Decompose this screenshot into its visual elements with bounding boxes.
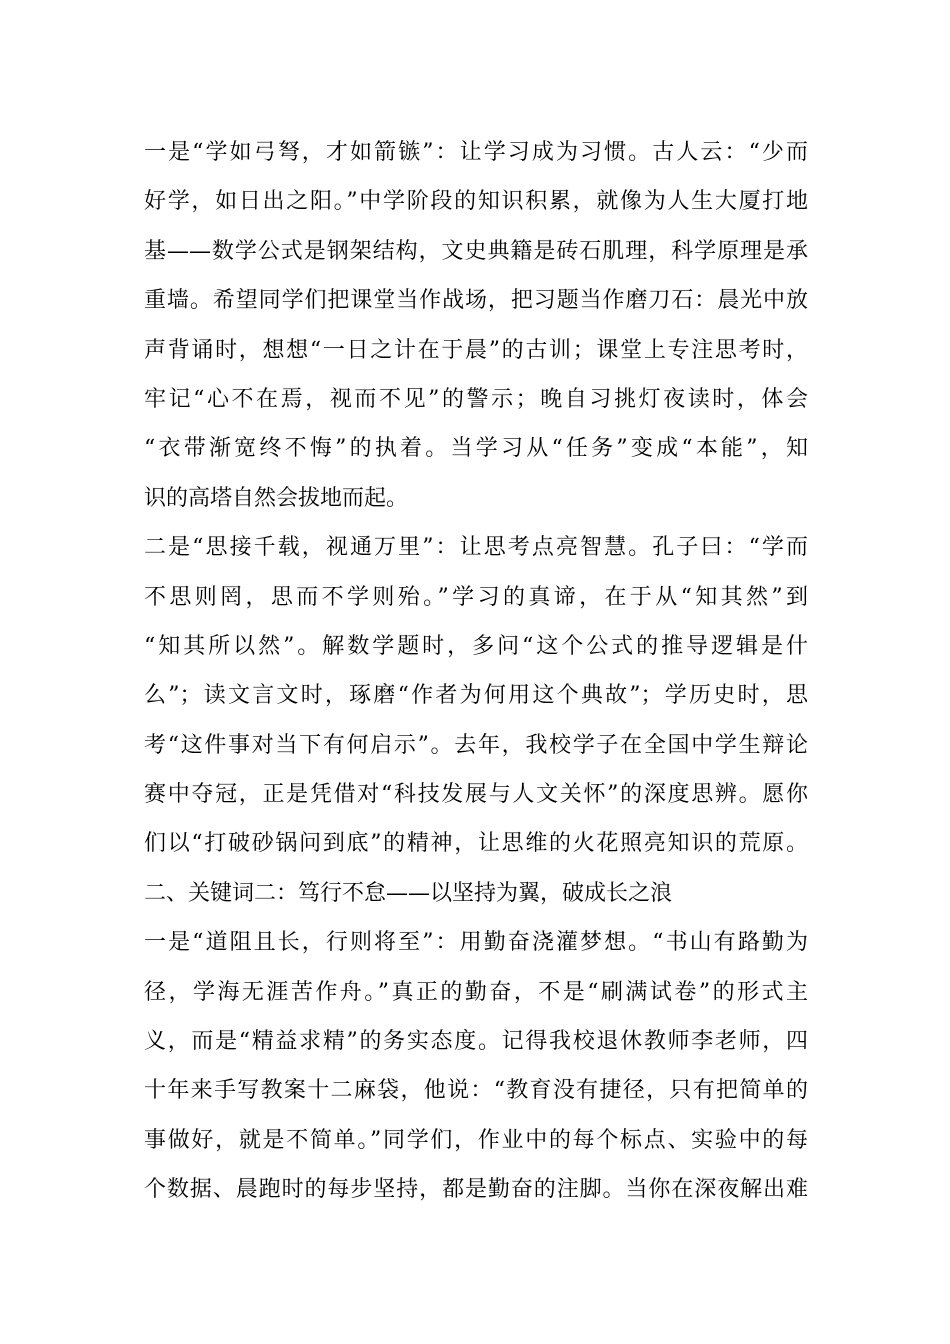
text-line: 不思则罔，思而不学则殆。”学习的真谛，在于从“知其然”到 — [144, 584, 808, 610]
text-line: 赛中夺冠，正是凭借对“科技发展与人文关怀”的深度思辨。愿你 — [144, 782, 808, 808]
text-line: 么”；读文言文时，琢磨“作者为何用这个典故”；学历史时，思 — [144, 683, 808, 709]
text-line: 一是“道阻且长，行则将至”：用勤奋浇灌梦想。“书山有路勤为 — [144, 930, 808, 956]
text-line: 们以“打破砂锅问到底”的精神，让思维的火花照亮知识的荒原。 — [144, 831, 808, 857]
text-line: 十年来手写教案十二麻袋，他说：“教育没有捷径，只有把简单的 — [144, 1078, 808, 1104]
text-line: “知其所以然”。解数学题时，多问“这个公式的推导逻辑是什 — [144, 633, 808, 659]
text-line: 考“这件事对当下有何启示”。去年，我校学子在全国中学生辩论 — [144, 732, 808, 758]
text-line: 重墙。希望同学们把课堂当作战场，把习题当作磨刀石：晨光中放 — [144, 288, 808, 314]
text-line: 识的高塔自然会拔地而起。 — [144, 485, 409, 511]
text-line: 牢记“心不在焉，视而不见”的警示；晚自习挑灯夜读时，体会 — [144, 386, 808, 412]
text-line: 一是“学如弓弩，才如箭镞”：让学习成为习惯。古人云：“少而 — [144, 140, 808, 165]
text-line: 好学，如日出之阳。”中学阶段的知识积累，就像为人生大厦打地 — [144, 189, 808, 215]
text-line: 声背诵时，想想“一日之计在于晨”的古训；课堂上专注思考时， — [144, 337, 808, 363]
document-body — [144, 128, 808, 1215]
text-line: 径，学海无涯苦作舟。”真正的勤奋，不是“刷满试卷”的形式主 — [144, 979, 808, 1005]
text-line: 基——数学公式是钢架结构，文史典籍是砖石肌理，科学原理是承 — [144, 238, 808, 264]
text-line: 个数据、晨跑时的每步坚持，都是勤奋的注脚。当你在深夜解出难 — [144, 1177, 808, 1203]
text-line: 二是“思接千载，视通万里”：让思考点亮智慧。孔子曰：“学而 — [144, 535, 808, 561]
text-line: 义，而是“精益求精”的务实态度。记得我校退休教师李老师，四 — [144, 1029, 808, 1055]
text-line: “衣带渐宽终不悔”的执着。当学习从“任务”变成“本能”，知 — [144, 436, 808, 462]
text-line: 二、关键词二：笃行不怠——以坚持为翼，破成长之浪 — [144, 880, 673, 906]
text-line: 事做好，就是不简单。”同学们，作业中的每个标点、实验中的每 — [144, 1127, 808, 1153]
